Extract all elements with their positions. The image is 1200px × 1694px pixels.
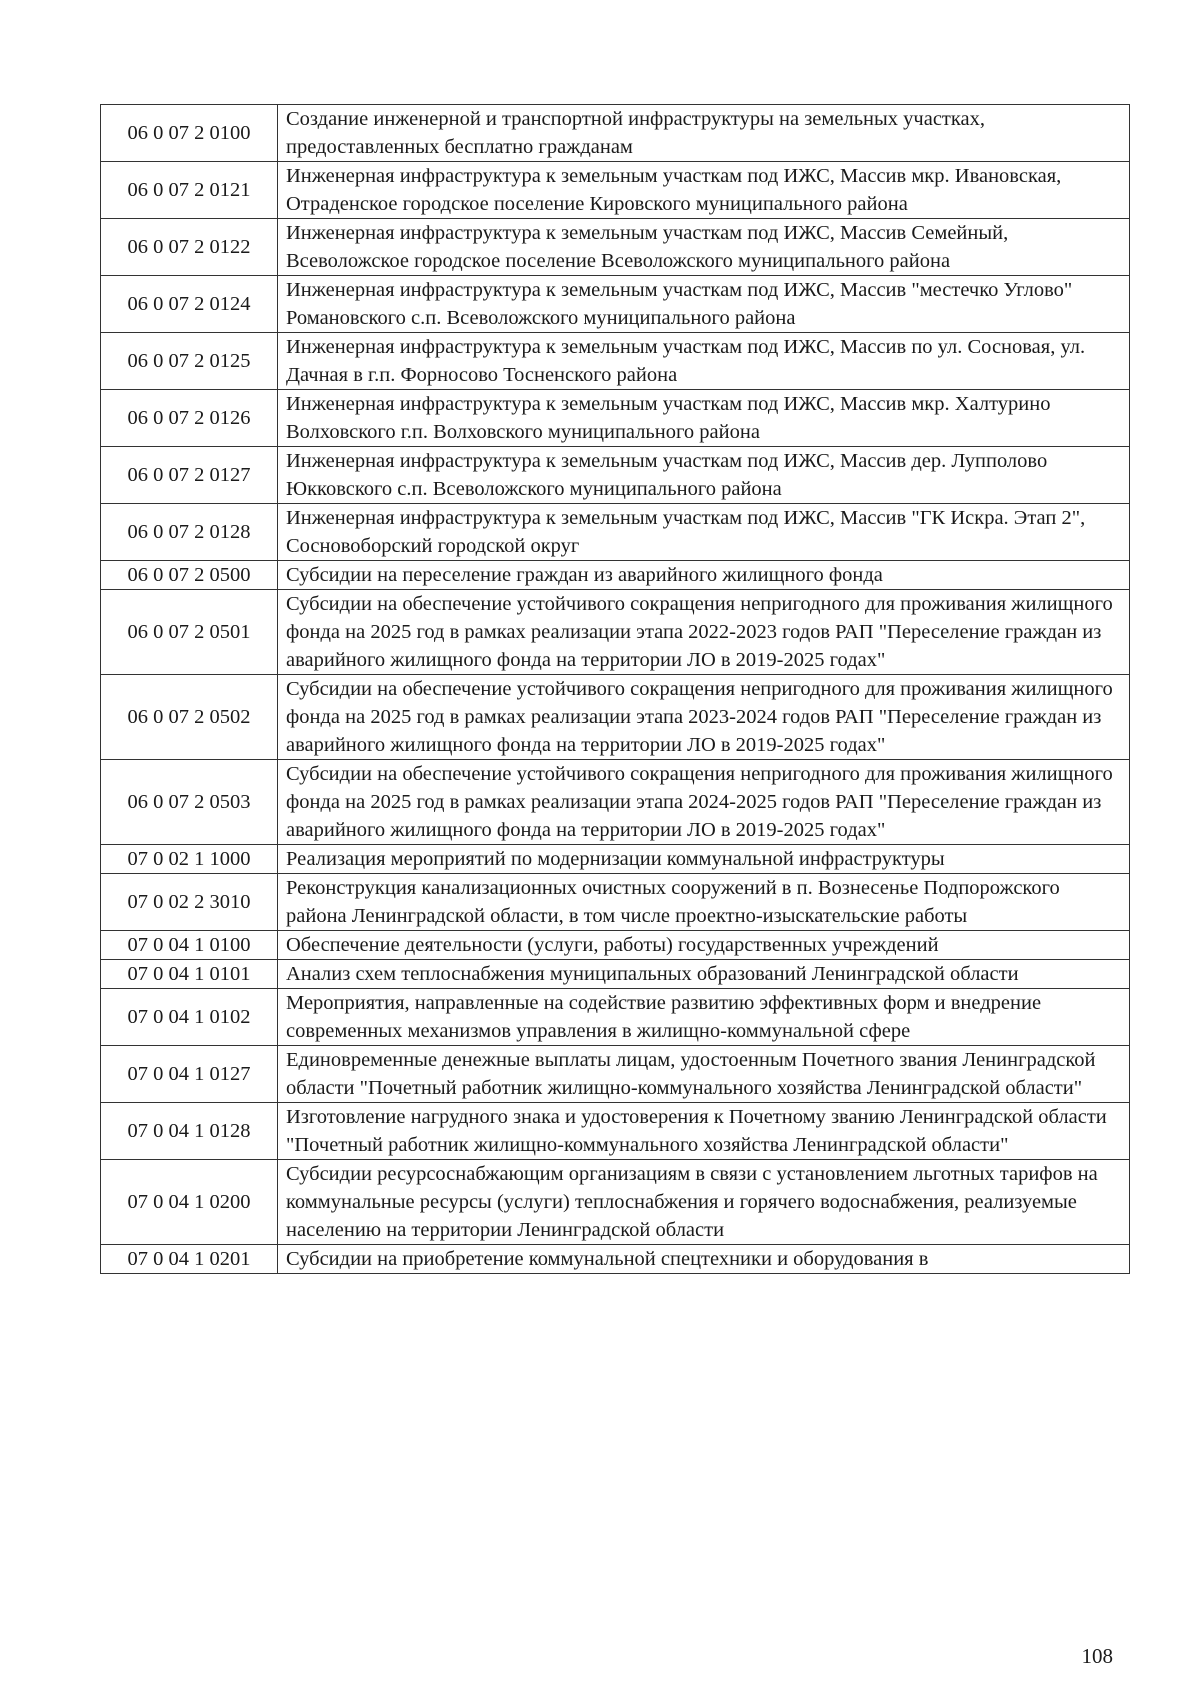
row-code: 06 0 07 2 0126 — [101, 390, 278, 447]
row-description: Анализ схем теплоснабжения муниципальных образований Ленинградской области — [278, 960, 1130, 989]
row-description: Субсидии на приобретение коммунальной спецтехники и оборудования в — [278, 1245, 1130, 1274]
row-description: Инженерная инфраструктура к земельным участкам под ИЖС, Массив мкр. Ивановская, Отраденское городское поселение Кировского муниципального района — [278, 162, 1130, 219]
table-row — [101, 931, 1130, 960]
row-code: 07 0 02 1 1000 — [101, 845, 278, 874]
table-row — [101, 845, 1130, 874]
table-row — [101, 1245, 1130, 1274]
row-code: 07 0 04 1 0201 — [101, 1245, 278, 1274]
table-row — [101, 760, 1130, 845]
row-code: 06 0 07 2 0100 — [101, 105, 278, 162]
row-code: 07 0 04 1 0200 — [101, 1160, 278, 1245]
table-row — [101, 390, 1130, 447]
row-code: 06 0 07 2 0124 — [101, 276, 278, 333]
budget-code-table — [100, 104, 1130, 1274]
row-description: Единовременные денежные выплаты лицам, удостоенным Почетного звания Ленинградской области "Почетный работник жилищно-коммунального хозяйства Ленинградской области" — [278, 1046, 1130, 1103]
row-description: Мероприятия, направленные на содействие развитию эффективных форм и внедрение современных механизмов управления в жилищно-коммунальной сфере — [278, 989, 1130, 1046]
row-description: Субсидии ресурсоснабжающим организациям в связи с установлением льготных тарифов на коммунальные ресурсы (услуги) теплоснабжения и горячего водоснабжения, реализуемые населению на территории Ленинградской области — [278, 1160, 1130, 1245]
row-description: Субсидии на обеспечение устойчивого сокращения непригодного для проживания жилищного фонда на 2025 год в рамках реализации этапа 2024-2025 годов РАП "Переселение граждан из аварийного жилищного фонда на территории ЛО в 2019-2025 годах" — [278, 760, 1130, 845]
table-row — [101, 989, 1130, 1046]
table-row — [101, 675, 1130, 760]
table-row — [101, 219, 1130, 276]
row-description: Субсидии на обеспечение устойчивого сокращения непригодного для проживания жилищного фонда на 2025 год в рамках реализации этапа 2023-2024 годов РАП "Переселение граждан из аварийного жилищного фонда на территории ЛО в 2019-2025 годах" — [278, 675, 1130, 760]
row-code: 07 0 04 1 0127 — [101, 1046, 278, 1103]
row-code: 07 0 04 1 0102 — [101, 989, 278, 1046]
row-description: Субсидии на обеспечение устойчивого сокращения непригодного для проживания жилищного фонда на 2025 год в рамках реализации этапа 2022-2023 годов РАП "Переселение граждан из аварийного жилищного фонда на территории ЛО в 2019-2025 годах" — [278, 590, 1130, 675]
row-description: Инженерная инфраструктура к земельным участкам под ИЖС, Массив дер. Лупполово Юкковского с.п. Всеволожского муниципального района — [278, 447, 1130, 504]
row-description: Обеспечение деятельности (услуги, работы) государственных учреждений — [278, 931, 1130, 960]
row-description: Реализация мероприятий по модернизации коммунальной инфраструктуры — [278, 845, 1130, 874]
row-code: 07 0 04 1 0100 — [101, 931, 278, 960]
row-code: 07 0 02 2 3010 — [101, 874, 278, 931]
row-code: 06 0 07 2 0127 — [101, 447, 278, 504]
table-row — [101, 1103, 1130, 1160]
row-description: Инженерная инфраструктура к земельным участкам под ИЖС, Массив "местечко Углово" Романовского с.п. Всеволожского муниципального района — [278, 276, 1130, 333]
row-code: 06 0 07 2 0501 — [101, 590, 278, 675]
row-description: Инженерная инфраструктура к земельным участкам под ИЖС, Массив Семейный, Всеволожское городское поселение Всеволожского муниципального района — [278, 219, 1130, 276]
row-code: 07 0 04 1 0101 — [101, 960, 278, 989]
row-code: 06 0 07 2 0502 — [101, 675, 278, 760]
row-description: Изготовление нагрудного знака и удостоверения к Почетному званию Ленинградской области "Почетный работник жилищно-коммунального хозяйства Ленинградской области" — [278, 1103, 1130, 1160]
row-description: Создание инженерной и транспортной инфраструктуры на земельных участках, предоставленных бесплатно гражданам — [278, 105, 1130, 162]
row-description: Инженерная инфраструктура к земельным участкам под ИЖС, Массив по ул. Сосновая, ул. Дачная в г.п. Форносово Тосненского района — [278, 333, 1130, 390]
table-row — [101, 1046, 1130, 1103]
table-row — [101, 276, 1130, 333]
table-row — [101, 1160, 1130, 1245]
table-row — [101, 105, 1130, 162]
table-row — [101, 333, 1130, 390]
table-row — [101, 447, 1130, 504]
row-code: 06 0 07 2 0128 — [101, 504, 278, 561]
row-description: Инженерная инфраструктура к земельным участкам под ИЖС, Массив "ГК Искра. Этап 2", Сосновоборский городской округ — [278, 504, 1130, 561]
table-row — [101, 874, 1130, 931]
row-code: 06 0 07 2 0500 — [101, 561, 278, 590]
page-number: 108 — [1081, 1644, 1113, 1668]
row-code: 06 0 07 2 0122 — [101, 219, 278, 276]
table-row — [101, 561, 1130, 590]
table-body — [101, 105, 1130, 1274]
table-row — [101, 162, 1130, 219]
table-row — [101, 504, 1130, 561]
row-code: 06 0 07 2 0125 — [101, 333, 278, 390]
row-description: Инженерная инфраструктура к земельным участкам под ИЖС, Массив мкр. Халтурино Волховского г.п. Волховского муниципального района — [278, 390, 1130, 447]
row-code: 06 0 07 2 0503 — [101, 760, 278, 845]
row-description: Субсидии на переселение граждан из аварийного жилищного фонда — [278, 561, 1130, 590]
row-code: 07 0 04 1 0128 — [101, 1103, 278, 1160]
row-code: 06 0 07 2 0121 — [101, 162, 278, 219]
row-description: Реконструкция канализационных очистных сооружений в п. Вознесенье Подпорожского района Ленинградской области, в том числе проектно-изыскательские работы — [278, 874, 1130, 931]
table-row — [101, 960, 1130, 989]
table-row — [101, 590, 1130, 675]
